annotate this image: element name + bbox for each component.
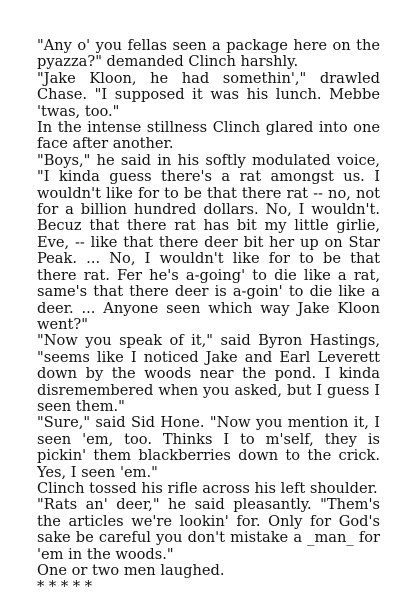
paragraph-clinch-glare: In the intense stillness Clinch glared into one face after another.	[37, 119, 380, 153]
document-page	[37, 38, 380, 596]
paragraph-byron-hastings: "Now you speak of it," said Byron Hastings, "seems like I noticed Jake and Earl Leverett down by the woods near the pond. I kinda disremembered when you asked, but I guess I seen them."	[37, 332, 380, 415]
paragraph-men-laughed: One or two men laughed.	[37, 562, 225, 579]
section-break: * * * * *	[37, 578, 93, 596]
paragraph-rifle: Clinch tossed his rifle across his left shoulder.	[37, 479, 378, 497]
paragraph-rats-and-deer: "Rats an' deer," he said pleasantly. "Them's the articles we're lookin' for. Only for God's sake be careful you don't mistake a _man_ for 'em in the woods."	[37, 496, 380, 563]
paragraph-sid-hone: "Sure," said Sid Hone. "Now you mention it, I seen 'em, too. Thinks I to m'self, they is pickin' them blackberries down to the crick. Yes, I seen 'em."	[37, 414, 380, 481]
paragraph-package-question: "Any o' you fellas seen a package here on the pyazza?" demanded Clinch harshly.	[37, 37, 380, 71]
paragraph-rat-speech: "Boys," he said in his softly modulated voice, "I kinda guess there's a rat amongst us. I wouldn't like for to be that there rat -- no, not for a billion hundred dollars. No, I wouldn't. Becuz that there rat has bit my little girlie, Eve, -- like that there deer bit her up on Star Peak. ... No, I wouldn't like for to be that there rat. Fer he's a-going' to die like a rat, same's that there deer is a-goin' to die like a deer. ... Anyone seen which way Jake Kloon went?"	[37, 151, 380, 333]
paragraph-chase-reply: "Jake Kloon, he had somethin'," drawled Chase. "I supposed it was his lunch. Mebbe 'twas, too."	[37, 69, 380, 120]
